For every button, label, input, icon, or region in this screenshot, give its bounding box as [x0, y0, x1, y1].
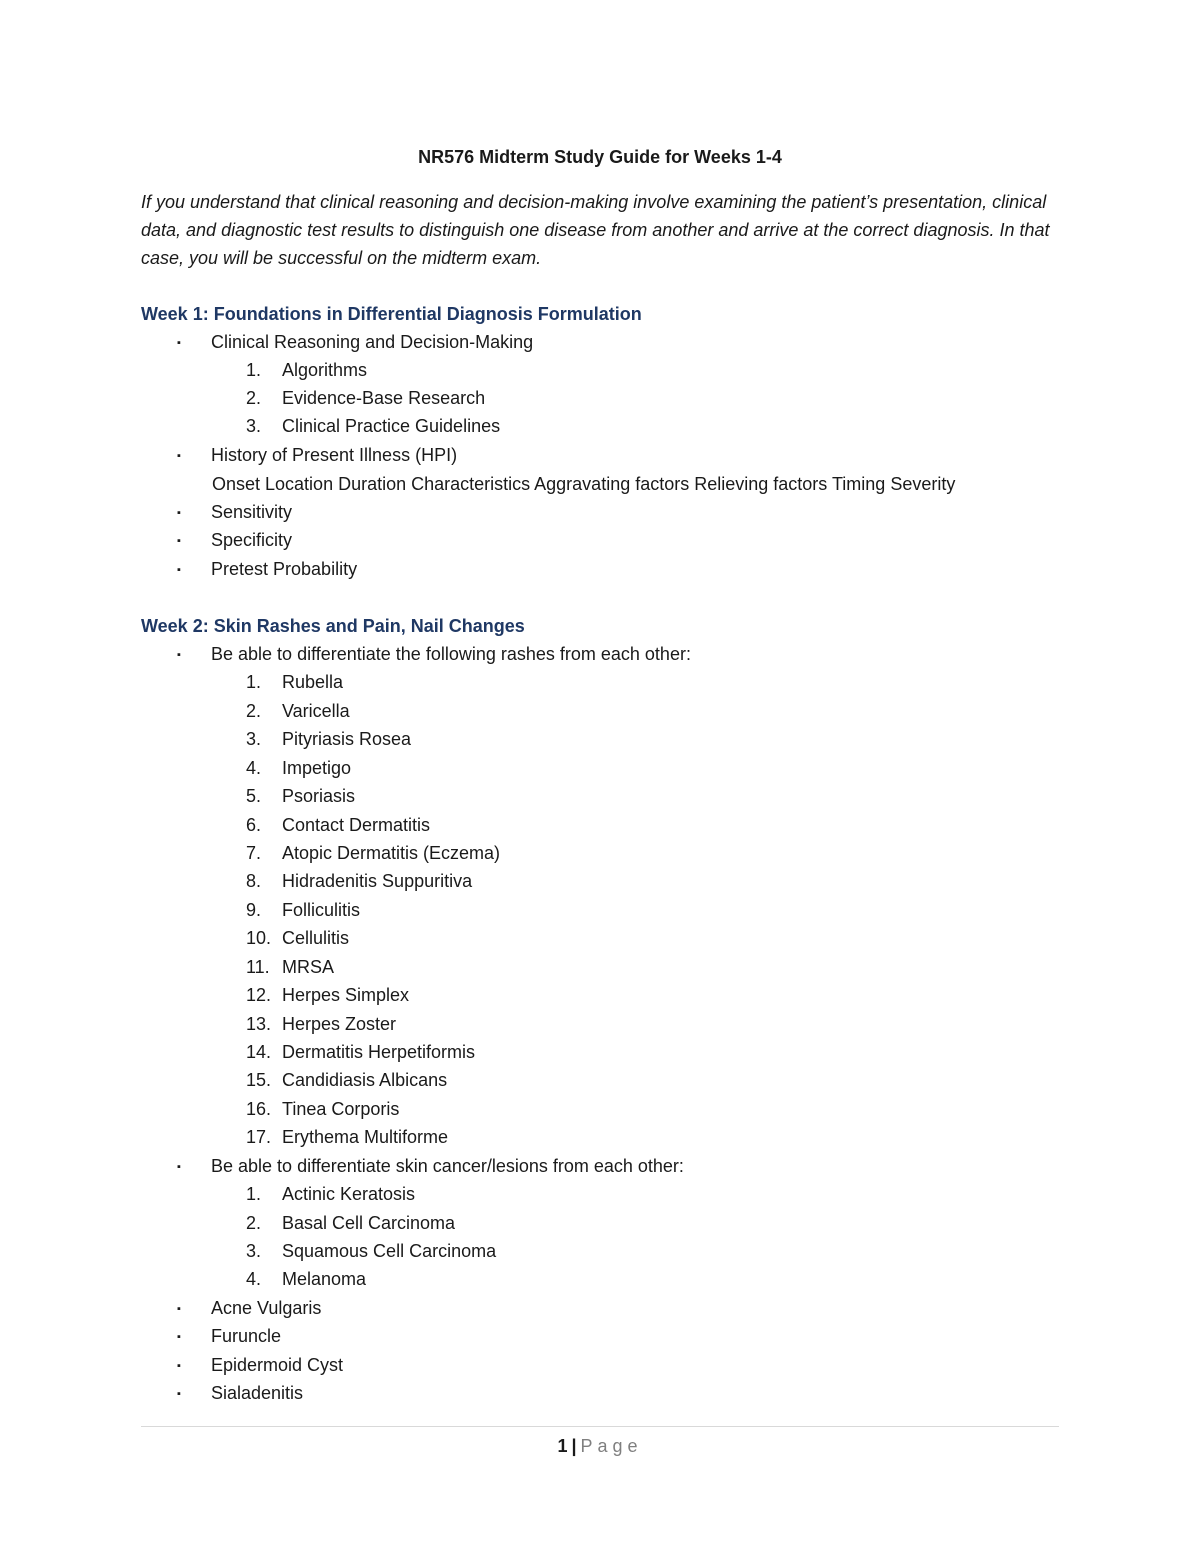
list-item	[246, 1239, 496, 1263]
list-item	[246, 756, 351, 780]
bullet-specificity	[141, 528, 292, 553]
item-label: Atopic Dermatitis (Eczema)	[282, 843, 501, 863]
page-footer	[0, 1434, 1200, 1458]
bullet-marker: ▪	[177, 1331, 181, 1344]
list-item	[246, 926, 349, 950]
item-label: Evidence-Base Research	[282, 388, 486, 408]
bullet-text: Be able to differentiate the following rashes from each other:	[211, 644, 691, 664]
footer-divider	[141, 1426, 1059, 1427]
item-number: 5.	[246, 786, 262, 806]
list-item	[246, 358, 367, 382]
item-number: 9.	[246, 900, 262, 920]
item-number: 7.	[246, 843, 262, 863]
list-item	[246, 898, 360, 922]
item-number: 13.	[246, 1014, 272, 1034]
list-item	[246, 784, 355, 808]
bullet-text: Acne Vulgaris	[211, 1298, 322, 1318]
bullet-marker: ▪	[177, 564, 181, 577]
bullet-text: Be able to differentiate skin cancer/lesions from each other:	[211, 1156, 684, 1176]
item-number: 2.	[246, 388, 262, 408]
intro-paragraph: If you understand that clinical reasoning and decision-making involve examining the patient’s presentation, clinical data, and diagnostic test results to distinguish one disease from another and arrive at the correct diagnosis. In that case, you will be successful on the midterm exam.	[141, 192, 1050, 268]
bullet-furuncle	[141, 1324, 281, 1349]
item-label: Algorithms	[282, 360, 368, 380]
list-item	[246, 1267, 366, 1291]
bullet-marker: ▪	[177, 450, 181, 463]
item-label: Folliculitis	[282, 900, 361, 920]
bullet-pretest	[141, 557, 357, 582]
list-item	[246, 1211, 455, 1235]
hpi-detail: Onset Location Duration Characteristics Aggravating factors Relieving factors Timing Severity	[212, 474, 956, 494]
item-number: 15.	[246, 1070, 272, 1090]
bullet-sialadenitis	[141, 1381, 303, 1406]
list-item	[246, 1097, 399, 1121]
item-number: 1.	[246, 360, 262, 380]
item-number: 3.	[246, 1241, 262, 1261]
list-item	[246, 1012, 396, 1036]
bullet-text: Clinical Reasoning and Decision-Making	[211, 332, 534, 352]
item-label: Pityriasis Rosea	[282, 729, 412, 749]
item-label: Herpes Simplex	[282, 985, 410, 1005]
item-number: 12.	[246, 985, 272, 1005]
list-item	[246, 1040, 475, 1064]
item-label: Varicella	[282, 701, 350, 721]
item-number: 6.	[246, 815, 262, 835]
bullet-marker: ▪	[177, 649, 181, 662]
item-label: Impetigo	[282, 758, 352, 778]
item-number: 1.	[246, 1184, 262, 1204]
item-label: Erythema Multiforme	[282, 1127, 449, 1147]
item-number: 2.	[246, 701, 262, 721]
bullet-rashes	[141, 642, 691, 667]
list-item	[246, 841, 500, 865]
bullet-text: Pretest Probability	[211, 559, 358, 579]
bullet-marker: ▪	[177, 337, 181, 350]
item-label: Basal Cell Carcinoma	[282, 1213, 456, 1233]
bullet-acne	[141, 1296, 321, 1321]
item-number: 10.	[246, 928, 272, 948]
list-item	[246, 813, 430, 837]
bullet-marker: ▪	[177, 507, 181, 520]
bullet-marker: ▪	[177, 1161, 181, 1174]
item-label: Actinic Keratosis	[282, 1184, 416, 1204]
item-label: MRSA	[282, 957, 335, 977]
bullet-text: History of Present Illness (HPI)	[211, 445, 458, 465]
list-item	[246, 414, 500, 438]
bullet-sensitivity	[141, 500, 292, 525]
bullet-text: Epidermoid Cyst	[211, 1355, 344, 1375]
item-label: Contact Dermatitis	[282, 815, 431, 835]
list-item	[246, 869, 472, 893]
list-item	[246, 1125, 448, 1149]
bullet-marker: ▪	[177, 1360, 181, 1373]
list-item	[246, 727, 411, 751]
bullet-cyst	[141, 1353, 343, 1378]
page-number: 1	[557, 1436, 568, 1456]
item-label: Hidradenitis Suppuritiva	[282, 871, 473, 891]
list-item	[246, 670, 343, 694]
list-item	[246, 983, 409, 1007]
page-label: Page	[580, 1436, 643, 1456]
page-separator: |	[571, 1436, 577, 1456]
item-label: Herpes Zoster	[282, 1014, 397, 1034]
document-title: NR576 Midterm Study Guide for Weeks 1-4	[418, 147, 782, 167]
item-label: Squamous Cell Carcinoma	[282, 1241, 497, 1261]
item-label: Rubella	[282, 672, 344, 692]
bullet-text: Sialadenitis	[211, 1383, 304, 1403]
week1-heading: Week 1: Foundations in Differential Diagnosis Formulation	[141, 304, 642, 324]
item-label: Clinical Practice Guidelines	[282, 416, 501, 436]
bullet-skin-cancer	[141, 1154, 684, 1179]
week2-heading: Week 2: Skin Rashes and Pain, Nail Changes	[141, 616, 525, 636]
list-item	[246, 1068, 447, 1092]
item-number: 4.	[246, 758, 262, 778]
bullet-text: Sensitivity	[211, 502, 293, 522]
item-label: Cellulitis	[282, 928, 350, 948]
bullet-text: Specificity	[211, 530, 293, 550]
item-label: Melanoma	[282, 1269, 367, 1289]
bullet-marker: ▪	[177, 535, 181, 548]
item-number: 3.	[246, 729, 262, 749]
item-label: Candidiasis Albicans	[282, 1070, 448, 1090]
bullet-marker: ▪	[177, 1388, 181, 1401]
item-number: 1.	[246, 672, 262, 692]
item-label: Dermatitis Herpetiformis	[282, 1042, 476, 1062]
list-item	[246, 955, 334, 979]
bullet-text: Furuncle	[211, 1326, 282, 1346]
bullet-clinical-reasoning	[141, 330, 533, 355]
bullet-marker: ▪	[177, 1303, 181, 1316]
bullet-hpi	[141, 443, 457, 468]
item-number: 2.	[246, 1213, 262, 1233]
item-label: Tinea Corporis	[282, 1099, 400, 1119]
item-number: 11.	[246, 957, 270, 977]
list-item	[246, 386, 485, 410]
item-number: 17.	[246, 1127, 272, 1147]
item-number: 3.	[246, 416, 262, 436]
list-item	[246, 699, 350, 723]
item-label: Psoriasis	[282, 786, 356, 806]
item-number: 8.	[246, 871, 262, 891]
item-number: 4.	[246, 1269, 262, 1289]
list-item	[246, 1182, 415, 1206]
item-number: 14.	[246, 1042, 272, 1062]
item-number: 16.	[246, 1099, 272, 1119]
